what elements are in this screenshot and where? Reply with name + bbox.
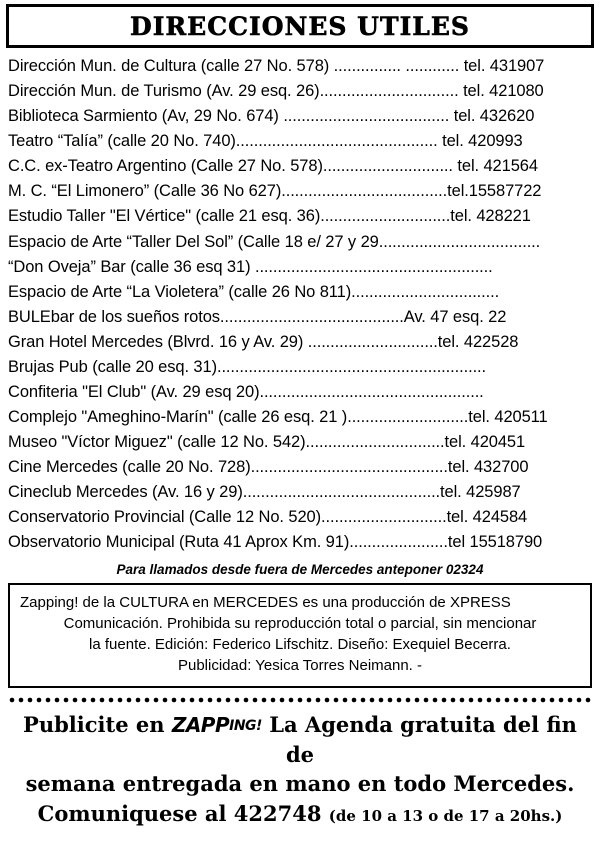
list-item: M. C. “El Limonero” (Calle 36 No 627).....................................tel.15587722: [8, 182, 542, 201]
list-item: Brujas Pub (calle 20 esq. 31)............................................................: [8, 357, 487, 376]
directory-listing: [8, 54, 592, 556]
list-item: BULEbar de los sueños rotos.........................................Av. 47 esq. 22: [8, 307, 507, 326]
list-item: Gran Hotel Mercedes (Blvrd. 16 y Av. 29) .............................tel. 422528: [8, 332, 519, 351]
credits-line: Comunicación. Prohibida su reproducción total o parcial, sin mencionar: [63, 614, 537, 632]
list-item: Estudio Taller "El Vértice" (calle 21 esq. 36).............................tel. 428221: [8, 207, 531, 226]
zapping-logo-main: ZAPP: [171, 712, 230, 737]
credits-box: [8, 583, 592, 688]
list-item: Biblioteca Sarmiento (Av, 29 No. 674) ..................................... tel. 432620: [8, 107, 535, 126]
zapping-logo: [172, 713, 262, 737]
promo-phone: Comuniquese al 422748: [37, 801, 329, 827]
long-distance-note: Para llamados desde fuera de Mercedes anteponer 02324: [116, 561, 484, 577]
credits-line: Zapping! de la CULTURA en MERCEDES es una producción de XPRESS: [20, 593, 511, 611]
list-item: Dirección Mun. de Cultura (calle 27 No. 578) ............... ............ tel. 431907: [8, 57, 545, 75]
credits-line: Publicidad: Yesica Torres Neimann. -: [177, 657, 423, 675]
dotted-divider: [8, 696, 592, 704]
list-item: Cineclub Mercedes (Av. 16 y 29)............................................tel. 425987: [8, 483, 521, 502]
list-item: Cine Mercedes (calle 20 No. 728)............................................tel. 432700: [8, 458, 529, 477]
list-item: C.C. ex-Teatro Argentino (Calle 27 No. 578)............................. tel. 421564: [8, 157, 538, 176]
promo-line-1: [10, 710, 590, 770]
promo-block: [10, 710, 590, 829]
list-item: Conservatorio Provincial (Calle 12 No. 520)............................tel. 424584: [8, 508, 528, 527]
list-item: Complejo "Ameghino-Marín" (calle 26 esq. 21 )...........................tel. 420511: [8, 408, 548, 427]
list-item: Observatorio Municipal (Ruta 41 Aprox Km. 91)......................tel 15518790: [8, 533, 543, 552]
page-title: DIRECCIONES UTILES: [130, 11, 470, 41]
list-item: Teatro “Talía” (calle 20 No. 740)............................................. tel. 420993: [8, 132, 523, 151]
credits-line: la fuente. Edición: Federico Lifschitz. Diseño: Exequiel Becerra.: [89, 636, 511, 654]
list-item: Museo "Víctor Miguez" (calle 12 No. 542)...............................tel. 420451: [8, 433, 526, 452]
promo-line-2: semana entregada en mano en todo Mercedes.: [25, 771, 575, 797]
list-item: “Don Oveja” Bar (calle 36 esq 31) .....................................................: [8, 257, 493, 276]
list-item: Dirección Mun. de Turismo (Av. 29 esq. 26)............................... tel. 421080: [8, 82, 544, 101]
promo-hours: (de 10 a 13 o de 17 a 20hs.): [328, 807, 563, 826]
promo-text-after: La Agenda gratuita del fin de: [261, 711, 577, 767]
list-item: Confiteria "El Club" (Av. 29 esq 20)..................................................: [8, 383, 484, 402]
zapping-logo-suffix: ING!: [229, 717, 262, 734]
promo-text-before: Publicite en: [23, 711, 172, 737]
promo-line-3: [10, 799, 590, 829]
list-item: Espacio de Arte “Taller Del Sol” (Calle 18 e/ 27 y 29....................................: [8, 232, 541, 251]
list-item: Espacio de Arte “La Violetera” (calle 26 No 811).................................: [8, 282, 500, 301]
page-root: [0, 4, 600, 855]
title-box: [6, 4, 594, 48]
